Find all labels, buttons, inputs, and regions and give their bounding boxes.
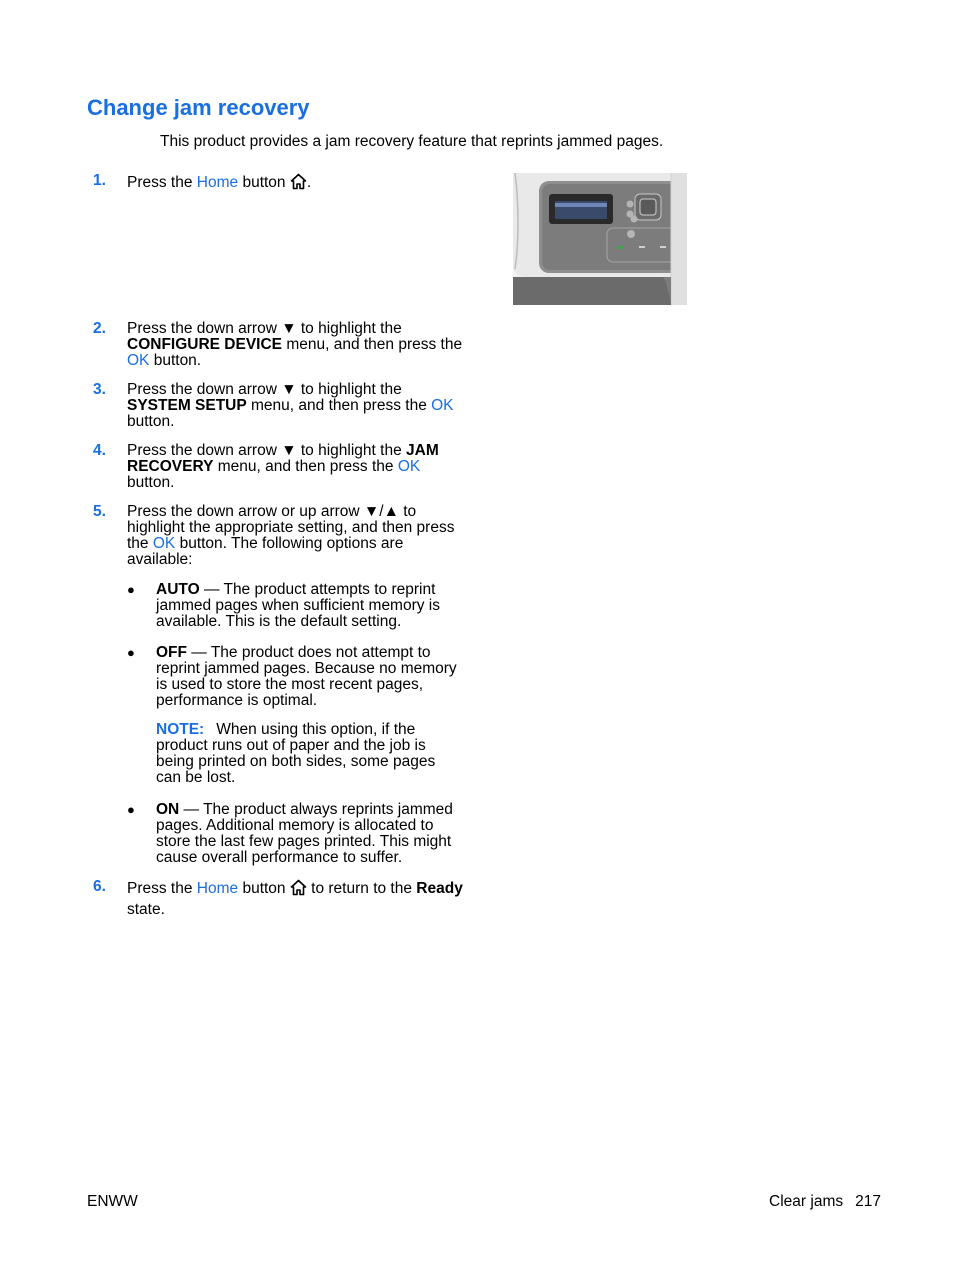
home-link[interactable]: Home bbox=[196, 174, 239, 191]
step-text: Press the Home button . bbox=[127, 173, 467, 194]
step-text: Press the down arrow ▼ to highlight the SYSTEM SETUP menu, and then press the OK button. bbox=[127, 381, 454, 430]
ok-link[interactable]: OK bbox=[152, 535, 176, 552]
footer-section: Clear jams bbox=[769, 1193, 844, 1210]
bullet: ● bbox=[127, 645, 135, 660]
bullet: ● bbox=[127, 802, 135, 817]
step-5 bbox=[93, 504, 473, 568]
ok-link[interactable]: OK bbox=[397, 458, 421, 475]
step-1 bbox=[93, 173, 473, 194]
step-text: Press the down arrow ▼ to highlight the CONFIGURE DEVICE menu, and then press the OK button. bbox=[127, 320, 463, 369]
down-arrow-icon: ▼ bbox=[281, 442, 297, 459]
page-number: 217 bbox=[855, 1193, 881, 1210]
step-text: Press the Home button to return to the Ready state. bbox=[127, 880, 463, 918]
home-link[interactable]: Home bbox=[196, 880, 239, 897]
option-description: — The product does not attempt to reprint jammed pages. Because no memory is used to store the most recent pages, performance is optimal. bbox=[156, 644, 457, 709]
home-icon bbox=[290, 173, 307, 194]
option-description: — The product always reprints jammed pages. Additional memory is allocated to store the last few pages printed. This might cause overall performance to suffer. bbox=[156, 801, 453, 866]
up-arrow-icon: ▲ bbox=[383, 503, 399, 520]
option-auto bbox=[127, 582, 467, 630]
step-number: 6. bbox=[93, 878, 106, 895]
option-description: — The product attempts to reprint jammed pages when sufficient memory is available. This is the default setting. bbox=[156, 581, 441, 630]
footer-page-info bbox=[769, 1194, 881, 1210]
step-2 bbox=[93, 321, 473, 369]
intro-paragraph: This product provides a jam recovery feature that reprints jammed pages. bbox=[160, 133, 664, 150]
ok-link[interactable]: OK bbox=[127, 352, 150, 369]
menu-name: JAM RECOVERY bbox=[127, 442, 439, 475]
down-arrow-icon: ▼ bbox=[363, 503, 380, 520]
step-text: Press the down arrow ▼ to highlight the JAM RECOVERY menu, and then press the OK button. bbox=[127, 442, 439, 491]
option-term: OFF bbox=[156, 644, 187, 661]
option-term: ON bbox=[156, 801, 180, 818]
menu-name: SYSTEM SETUP bbox=[127, 397, 247, 414]
note-text: When using this option, if the product runs out of paper and the job is being printed on both sides, some pages can be lost. bbox=[156, 721, 436, 786]
menu-name: CONFIGURE DEVICE bbox=[127, 336, 283, 353]
bullet: ● bbox=[127, 582, 135, 597]
step-number: 1. bbox=[93, 172, 106, 189]
footer-label: ENWW bbox=[87, 1193, 138, 1210]
ready-state: Ready bbox=[416, 880, 463, 897]
down-arrow-icon: ▼ bbox=[281, 320, 297, 337]
control-panel-illustration bbox=[513, 173, 687, 305]
down-arrow-icon: ▼ bbox=[281, 381, 297, 398]
option-on bbox=[127, 802, 467, 866]
step-text: Press the down arrow or up arrow ▼/▲ to highlight the appropriate setting, and then press the OK button. The following options are available: bbox=[127, 503, 455, 568]
step-number: 4. bbox=[93, 442, 106, 459]
option-term: AUTO bbox=[156, 581, 200, 598]
option-off bbox=[127, 645, 467, 709]
step-number: 2. bbox=[93, 320, 106, 337]
step-number: 5. bbox=[93, 503, 106, 520]
home-icon bbox=[290, 879, 307, 901]
page-title: Change jam recovery bbox=[87, 95, 310, 120]
ok-link[interactable]: OK bbox=[431, 397, 454, 414]
step-3 bbox=[93, 382, 473, 430]
note bbox=[156, 722, 456, 786]
step-4 bbox=[93, 443, 473, 491]
step-number: 3. bbox=[93, 381, 106, 398]
note-label: NOTE: bbox=[156, 721, 205, 738]
step-6 bbox=[93, 879, 473, 919]
